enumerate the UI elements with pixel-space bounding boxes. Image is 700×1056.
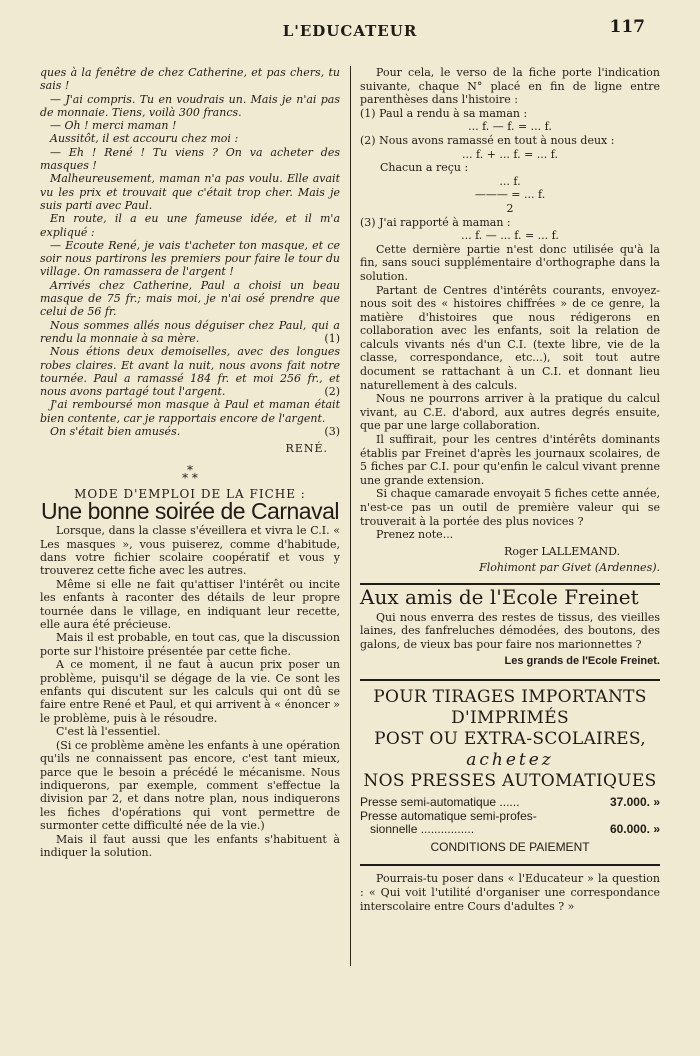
- paragraph: C'est là l'essentiel.: [56, 725, 161, 739]
- story-line: On s'était bien amusés.: [50, 425, 181, 439]
- freinet-text: Qui nous enverra des restes de tissus, des vieilles laines, des fanfreluches démodées, des boutons, des galons, de vieux bas pour faire nos marionnettes ?: [360, 610, 660, 651]
- problem-calc-2: ... f. + ... f. = ... f.: [462, 147, 558, 161]
- column-divider: [350, 66, 351, 966]
- freinet-heading: Aux amis de l'Ecole Freinet: [360, 584, 639, 609]
- ad-price-row: [360, 796, 660, 810]
- fraction-top: ... f.: [499, 174, 521, 188]
- advertisement: [360, 687, 660, 854]
- fraction-bottom: 2: [506, 201, 514, 215]
- section-divider: [360, 679, 660, 681]
- paragraph: Cette dernière partie n'est donc utilisée qu'à la fin, sans souci supplémentaire d'orthographe dans la solution.: [360, 242, 660, 283]
- page-number: 117: [609, 17, 645, 37]
- ad-line: D'IMPRIMÉS: [451, 707, 569, 728]
- ad-item: Presse semi-automatique ......: [360, 794, 520, 809]
- story-ref-number: (3): [324, 425, 340, 439]
- story-line: En route, il a eu une fameuse idée, et il m'a expliqué :: [40, 212, 340, 239]
- ad-line: achetez: [466, 749, 554, 770]
- story-line: Malheureusement, maman n'a pas voulu. Elle avait vu les prix et trouvait que c'était trop cher. Mais je suis parti avec Paul.: [40, 172, 340, 212]
- story-line: Nous étions deux demoiselles, avec des longues robes claires. Et avant la nuit, nous avons fait notre tournée. Paul a ramassé 184 fr. et moi 256 fr., et nous avons partagé tout l'argent. (2): [40, 345, 340, 399]
- ad-price: 60.000. »: [609, 822, 660, 837]
- story-line: J'ai remboursé mon masque à Paul et maman était bien contente, car je rapportais encore de l'argent. (3): [40, 398, 340, 439]
- problem-calc-3: ... f. — ... f. = ... f.: [461, 229, 559, 243]
- asterism-separator: * * *: [182, 462, 198, 485]
- story-ref-number: (2): [324, 385, 340, 399]
- story-line: ques à la fenêtre de chez Catherine, et pas chers, tu sais !: [40, 66, 340, 93]
- ad-line: NOS PRESSES AUTOMATIQUES: [363, 770, 657, 791]
- paragraph: Lorsque, dans la classe s'éveillera et vivra le C.I. « Les masques », vous puiserez, comme d'habitude, dans votre fichier scolaire coopératif et vous y trouverez cette fiche avec les autres.: [40, 524, 340, 578]
- left-column: [40, 66, 340, 859]
- story-line: Arrivés chez Catherine, Paul a choisi un beau masque de 75 fr.; mais moi, je n'ai osé prendre que celui de 56 fr.: [40, 278, 340, 319]
- problem-step-3: (3) J'ai rapporté à maman :: [360, 215, 511, 229]
- ad-line: POUR TIRAGES IMPORTANTS: [373, 686, 647, 707]
- paragraph: Mais il est probable, en tout cas, que la discussion porte sur l'histoire présentée par cette fiche.: [40, 631, 340, 658]
- story-author: RENÉ.: [285, 442, 328, 456]
- article-body: [40, 524, 340, 859]
- paragraph: Même si elle ne fait qu'attiser l'intérêt ou incite les enfants à raconter des détails de leur propre tournée dans le village, en indiquant leur recette, elle aura été précieuse.: [40, 577, 340, 632]
- ad-conditions: CONDITIONS DE PAIEMENT: [430, 839, 590, 854]
- freinet-signature: Les grands de l'Ecole Freinet.: [504, 655, 660, 668]
- paragraph: (Si ce problème amène les enfants à une opération qu'ils ne connaissent pas encore, c'est tant mieux, parce que le besoin a précédé le mécanisme. Nous indiquerons, par exemple, comment s'effectue la division par 2, et dans notre plan, nous indiquerons les fiches d'opérations qui vont permettre de surmonter cette difficulté née de la vie.): [40, 738, 340, 833]
- ad-item: Presse automatique semi-profes-: [360, 808, 537, 823]
- story-line: — Oh ! merci maman !: [50, 119, 177, 133]
- ad-item: sionnelle ................: [370, 822, 475, 837]
- page-header-title: L'EDUCATEUR: [282, 22, 418, 40]
- story-line: — Ecoute René, je vais t'acheter ton masque, et ce soir nous partirons les premiers pour faire le tour du village. On ramassera de l'argent !: [40, 238, 340, 279]
- problem-each: Chacun a reçu :: [380, 161, 469, 175]
- paragraph: Pour cela, le verso de la fiche porte l'indication suivante, chaque N° placé en fin de ligne entre parenthèses dans l'histoire :: [360, 66, 660, 107]
- problem-step-2: (2) Nous avons ramassé en tout à nous deux :: [360, 133, 615, 147]
- signature-place: Flohimont par Givet (Ardennes).: [479, 561, 660, 575]
- paragraph: Prenez note...: [376, 528, 454, 542]
- problem-step-1: (1) Paul a rendu à sa maman :: [360, 106, 528, 120]
- story-text: [40, 66, 340, 438]
- paragraph: Il suffirait, pour les centres d'intérêts dominants établis par Freinet d'après les journaux scolaires, de 5 fiches par C.I. pour qu'enfin le calcul vivant prenne une grande extension.: [360, 433, 660, 487]
- article-title: Une bonne soirée de Carnaval: [41, 497, 339, 524]
- ad-line: POST OU EXTRA-SCOLAIRES,: [374, 728, 646, 749]
- paragraph: Nous ne pourrons arriver à la pratique du calcul vivant, au C.E. d'abord, aux autres degrés ensuite, que par une large collaboration.: [360, 392, 660, 433]
- story-line: — Eh ! René ! Tu viens ? On va acheter des masques !: [40, 145, 340, 173]
- paragraph: Partant de Centres d'intérêts courants, envoyez-nous soit des « histoires chiffrées » de ce genre, la matière d'histoires que nous rédigerons en collaboration avec les enfants, soit la relation de calculs vivants nés d'un C.I. (texte libre, vie de la classe, correspondance, etc...), soit tout autre document se rattachant à un C.I. et donnant lieu naturellement à des calculs.: [360, 283, 660, 392]
- story-line: Aussitôt, il est accouru chez moi :: [50, 132, 239, 146]
- right-column: [360, 66, 660, 913]
- paragraph: Si chaque camarade envoyait 5 fiches cette année, n'est-ce pas un outil de première valeur qui se trouverait à la portée des plus novices ?: [360, 487, 660, 528]
- section-divider: [360, 864, 660, 866]
- fraction-equation: ——— = ... f.: [474, 188, 546, 202]
- problem-calc-1: ... f. — f. = ... f.: [468, 120, 552, 134]
- paragraph: Mais il faut aussi que les enfants s'habituent à indiquer la solution.: [40, 832, 340, 859]
- ad-price-row: [360, 823, 660, 837]
- mode-label: MODE D'EMPLOI DE LA FICHE :: [74, 486, 306, 501]
- ad-price: 37.000. »: [609, 794, 660, 809]
- question-box: Pourrais-tu poser dans « l'Educateur » la question : « Qui voit l'utilité d'organiser une correspondance interscolaire entre Cours d'adultes ? »: [360, 872, 660, 913]
- signature-name: Roger LALLEMAND.: [504, 544, 620, 558]
- story-line: Nous sommes allés nous déguiser chez Paul, qui a rendu la monnaie à sa mère. (1): [40, 318, 340, 345]
- story-ref-number: (1): [324, 331, 340, 345]
- story-line: — J'ai compris. Tu en voudrais un. Mais je n'ai pas de monnaie. Tiens, voilà 300 francs.: [40, 92, 340, 119]
- paragraph: A ce moment, il ne faut à aucun prix poser un problème, puisqu'il se dégage de la vie. Ce sont les enfants qui discutent sur les calculs qui ont dû se faire entre René et Paul, et qui arrivent à « énoncer » le problème, puis à le résoudre.: [40, 658, 340, 725]
